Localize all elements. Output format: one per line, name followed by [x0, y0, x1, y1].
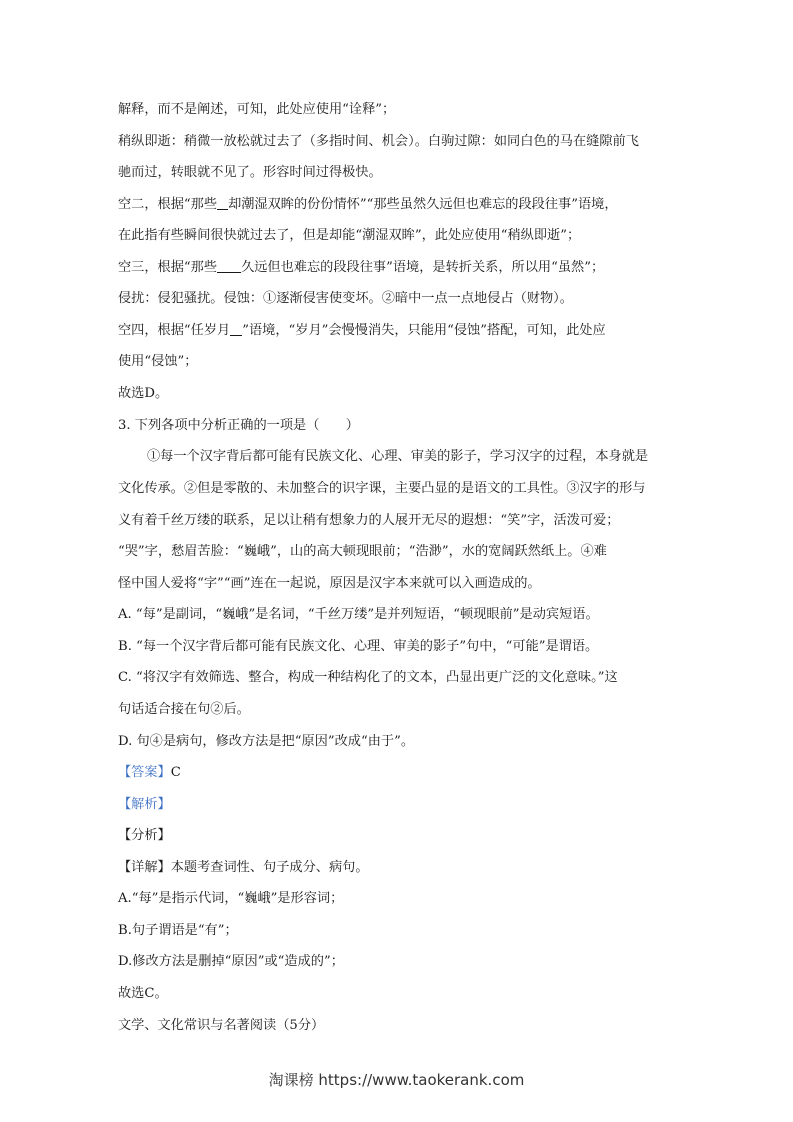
text-segment: 空四，根据“任岁月	[118, 323, 231, 338]
text-segment: ”语境，“岁月”会慢慢消失，只能用“侵蚀”搭配，可知，此处应	[242, 323, 606, 338]
passage-line: 文化传承。②但是零散的、未加整合的识字课，主要凸显的是语文的工具性。③汉字的形与	[118, 481, 646, 496]
text-segment: 却潮湿双眸的份份情怀”“那些虽然久远但也难忘的段段往事”语境，	[228, 197, 618, 212]
question-title: 3. 下列各项中分析正确的一项是（ ）	[118, 418, 359, 433]
fill-blank	[230, 322, 242, 336]
text-line: 稍纵即逝：稍微一放松就过去了（多指时间、机会）。白驹过隙：如同白色的马在缝隙前飞	[118, 134, 639, 149]
option-c: C. “将汉字有效筛选、整合，构成一种结构化了的文本，凸显出更广泛的文化意味。”这	[118, 670, 618, 685]
passage-line: ①每一个汉字背后都可能有民族文化、心理、审美的影子，学习汉字的过程，本身就是	[147, 449, 649, 464]
text-line: 侵扰：侵犯骚扰。侵蚀：①逐渐侵害使变坏。②暗中一点一点地侵占（财物）。	[118, 291, 573, 306]
text-line: 使用“侵蚀”；	[118, 354, 198, 369]
detail-line: D.修改方法是删掉“原因”或“造成的”；	[118, 954, 344, 969]
text-segment: 空二，根据“那些	[118, 197, 218, 212]
fill-blank	[217, 259, 241, 273]
answer-label: 【答案】	[118, 765, 171, 780]
fenxi-heading: 【分析】	[118, 828, 171, 843]
text-segment: 空三，根据“那些	[118, 260, 218, 275]
option-b: B. “每一个汉字背后都可能有民族文化、心理、审美的影子”句中，“可能”是谓语。	[118, 639, 599, 654]
section-heading: 文学、文化常识与名著阅读（5分）	[118, 1018, 325, 1033]
text-segment: 久远但也难忘的段段往事”语境，是转折关系，所以用“虽然”；	[241, 260, 605, 275]
text-line: 解释，而不是阐述，可知，此处应使用“诠释”；	[118, 102, 396, 117]
detail-line: A.“每”是指示代词，“巍峨”是形容词；	[118, 891, 344, 906]
text-line	[118, 258, 678, 278]
text-line: 在此指有些瞬间很快就过去了，但是却能“潮湿双眸”，此处应使用“稍纵即逝”；	[118, 228, 581, 243]
option-c-cont: 句话适合接在句②后。	[118, 702, 250, 717]
footer-watermark: 淘课榜 https://www.taokerank.com	[268, 1071, 525, 1089]
detail-line: B.句子谓语是“有”；	[118, 923, 238, 938]
analysis-heading: 【解析】	[118, 797, 171, 812]
answer-value: C	[170, 765, 181, 780]
option-a: A. “每”是副词，“巍峨”是名词，“千丝万缕”是并列短语，“顿现眼前”是动宾短语。	[118, 607, 599, 622]
text-line: 故选D。	[118, 386, 169, 401]
passage-line: 义有着千丝万缕的联系，足以让稍有想象力的人展开无尽的遐想：“笑”字，活泼可爱；	[118, 513, 620, 528]
text-line: 驰而过，转眼就不见了。形容时间过得极快。	[118, 165, 382, 180]
fill-blank	[217, 196, 228, 210]
answer-line	[118, 763, 678, 783]
passage-line: 怪中国人爱将“字”“画”连在一起说，原因是汉字本来就可以入画造成的。	[118, 576, 541, 591]
option-d: D. 句④是病句，修改方法是把“原因”改成“由于”。	[118, 734, 415, 749]
detail-line: 故选C。	[118, 986, 168, 1001]
text-line	[118, 195, 678, 215]
text-line	[118, 321, 678, 341]
detail-line: 【详解】本题考查词性、句子成分、病句。	[118, 860, 369, 875]
passage-line: “哭”字，愁眉苦脸：“巍峨”，山的高大顿现眼前；“浩渺”，水的宽阔跃然纸上。④难	[118, 544, 607, 559]
